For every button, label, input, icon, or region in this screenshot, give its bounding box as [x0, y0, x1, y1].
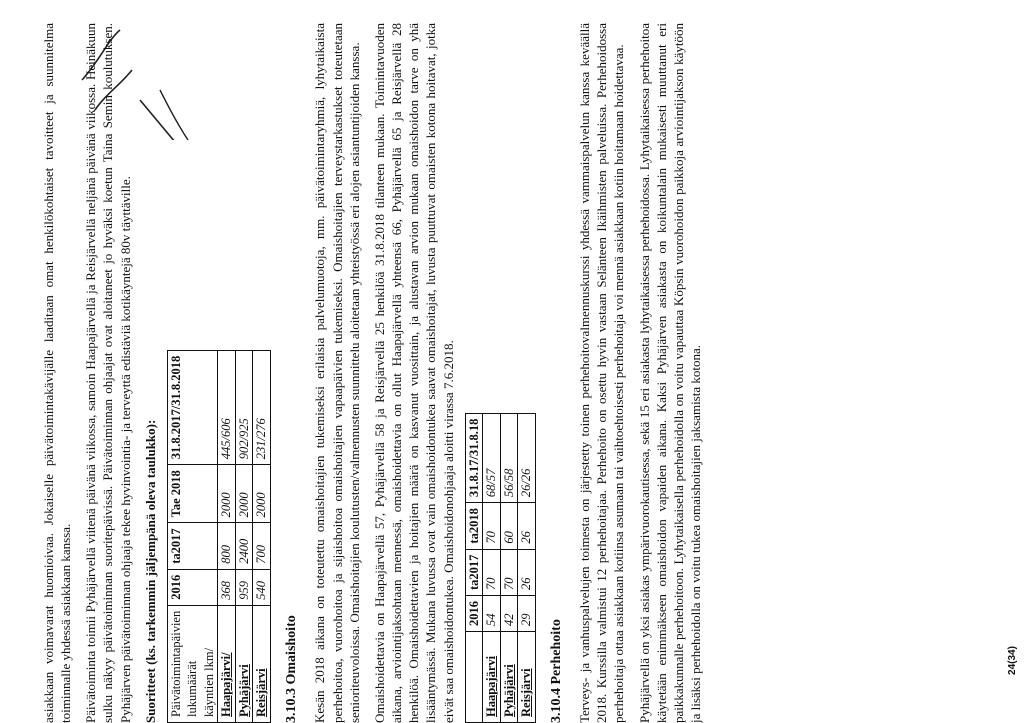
column-header: [465, 632, 483, 723]
table-cell: 902/925: [235, 350, 253, 464]
intro-paragraph-1: asiakkaan voimavarat huomioivaa. Jokaiselle päivätoimintakävijälle laaditaan omat henkilökohtaiset tavoitteet ja suunnitelma toiminnalle yhdessä asiakkaan kanssa.: [41, 23, 74, 723]
page-number: 24(34): [1006, 646, 1018, 675]
header-label-cell: [167, 605, 218, 722]
day-activity-table: [167, 350, 271, 723]
intro-paragraph-2: Päivätoiminta toimii Pyhäjärvellä viitenä päivänä viikossa, samoin Haapajärvellä ja Reisjärvellä neljänä päivänä viikossa. Heinäkuun sulku näkyy päivätoiminnan suoritepäivissä. Päivätoiminnan ohjaajat ovat aloitaneet jo hyväksi koetun Taina Semin koulutuksen. Pyhäjärven päivätoiminnan ohjaaja tekee hyvinvointia- ja terveyttä edistäviä kotikäyntejä 80v täyttäville.: [83, 23, 133, 723]
row-label: Pyhäjärvi: [235, 605, 253, 722]
table-cell: 29: [518, 596, 536, 632]
table-cell: 368: [218, 569, 236, 605]
column-header: 2016: [167, 569, 218, 605]
perhehoito-paragraph-1: Terveys- ja vanhuspalvelujen toimesta on järjestetty toinen perhehoitovalmennuskurssi yhdessä vammaispalvelun kanssa keväällä 2018. Kurssilla valmistui 12 perhehoitajaa. Perhehoito on osettu hyvin vastaan Selänteen Ikäihmisten palveluissa. Perhehoidossa perhehoitaja ottaa asiakkaan kotiinsa asumaan tai vaihtoehtoisesti perhehoitaja voi mennä asiakkaan kotiin hoitamaan hoidettavaa.: [577, 23, 627, 723]
column-header: ta2017: [465, 549, 483, 595]
row-label: Reisjärvi: [518, 632, 536, 723]
table-cell: 2000: [218, 465, 236, 523]
table-cell: 2000: [235, 465, 253, 523]
row-label: Reisjärvi: [253, 605, 271, 722]
table-cell: 2000: [253, 465, 271, 523]
perhehoito-paragraph-2: Pyhäjärvellä on yksi asiakas ympärivuorokautisessa, sekä 15 eri asiakasta lyhytaikaisessa perhehoidossa. Lyhytaikaisessa perhehoitoa käytetään enimmäkseen omaishoidon vapaiden aikana. Kaksi Pyhäjärven asiakasta on koikuntalain mukaisesti muuttanut eri paikkakunnalle perhehoitoon. Lyhytaikaisella perhehoidolla on voitu vapauttaa Köpsin vuorohoidon paikkoja arviointijakson käytöön ja lisäksi perhehoidolla on voitu tukea omaishoitajien jaksamista kotona.: [636, 23, 704, 723]
row-label: Pyhäjärvi: [500, 632, 518, 723]
table-cell: 70: [500, 549, 518, 595]
row-label: Haapajärvi: [483, 632, 501, 723]
header-line: käyntien lkm/: [201, 647, 216, 717]
caregiver-count-table: [465, 413, 536, 723]
table-cell: 42: [500, 596, 518, 632]
suoritteet-label: Suoritteet (ks. tarkemmin jäljempänä oleva taulukko):: [142, 419, 158, 723]
table-cell: 445/606: [218, 350, 236, 464]
table-cell: 700: [253, 523, 271, 569]
table-cell: 26/26: [518, 413, 536, 502]
table-header-row: [465, 413, 483, 722]
table-cell: 959: [235, 569, 253, 605]
row-label: Haapajärvi/: [218, 605, 236, 722]
table-cell: 54: [483, 596, 501, 632]
table-cell: 56/58: [500, 413, 518, 502]
table-cell: 70: [483, 549, 501, 595]
table-cell: 26: [518, 503, 536, 549]
column-header: 31.8.17/31.8.18: [465, 413, 483, 502]
table-cell: 60: [500, 503, 518, 549]
column-header: Tae 2018: [167, 465, 218, 523]
table-row: [235, 350, 253, 722]
column-header: ta2017: [167, 523, 218, 569]
column-header: 31.8.2017/31.8.2018: [167, 350, 218, 464]
document-page: [40, 23, 1024, 723]
table-cell: 540: [253, 569, 271, 605]
table-row: [253, 350, 271, 722]
table-cell: 231/276: [253, 350, 271, 464]
header-line: lukumäärät: [185, 660, 200, 717]
table-row: [518, 413, 536, 722]
table-row: [483, 413, 501, 722]
omaishoito-paragraph-2: Omaishoidettavia on Haapajärvellä 57, Pyhäjärvellä 58 ja Reisjärvellä 25 henkilöä 31.8.2018 tilanteen mukaan. Toimintavuoden aikana, arviointijaksohtaan mennessä, omaishoidettavia on ollut Haapajärvellä yhteensä 66, Pyhäjärvellä 65 ja Reisjärvellä 28 henkilöä. Omaishoidettavien ja hoitajien määrä on kasvanut vuosittain, ja alustavan arvion mukaan omaishoidon tarve on yhä lisääntymässä. Mukana luvussa ovat vain omaishoidontukea saavat omaishoitajat, luvusta puuttuvat omaisten kotona hoitavat, jotka eivät saa omaishoidontukea. Omaishoidonohjaaja aloitti virassa 7.6.2018.: [371, 23, 456, 723]
column-header: ta2018: [465, 503, 483, 549]
header-line: Päivätoimintapäivien: [168, 610, 183, 717]
section-heading-perhehoito: 3.10.4 Perhehoito: [548, 619, 564, 723]
table-row: [500, 413, 518, 722]
table-cell: 26: [518, 549, 536, 595]
table-cell: 70: [483, 503, 501, 549]
table-cell: 2400: [235, 523, 253, 569]
omaishoito-paragraph-1: Kesän 2018 aikana on toteutettu omaishoitajien tukemiseksi erilaisia palvelumuotoja, mm. päivätoimintaryhmiä, lyhytaikaista perhehoitoa, vuorohoitoa ja sijaishoitoa omaishoitajien vapaapäivien tukemiseksi. Omaishoitajien terveystarkastukset toteutetaan senioriteuvoloissa. Omaishoitajien koulutusten/valmennusten suunnittelu aloitetaan yhteistyössä eri alojen asiantuntijoiden kanssa.: [312, 23, 362, 723]
table-cell: 800: [218, 523, 236, 569]
section-heading-omaishoito: 3.10.3 Omaishoito: [283, 615, 299, 723]
table-cell: 68/57: [483, 413, 501, 502]
table-row: [218, 350, 236, 722]
table-header-row: [167, 350, 218, 722]
column-header: 2016: [465, 596, 483, 632]
